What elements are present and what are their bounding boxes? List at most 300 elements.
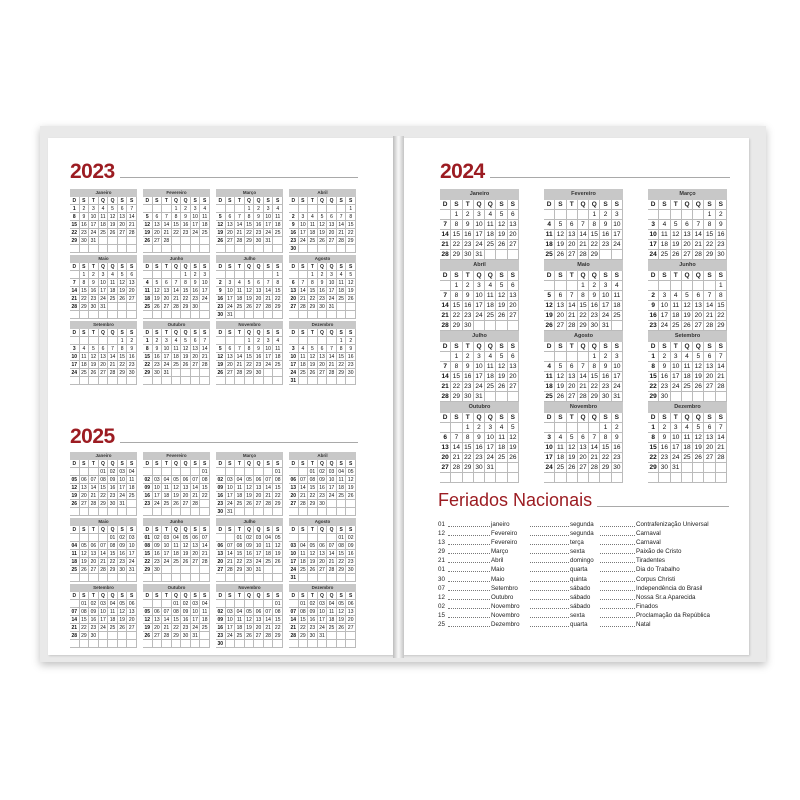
day-cell: 27 — [80, 500, 90, 508]
day-cell: 12 — [337, 608, 347, 616]
day-cell: 8 — [172, 213, 182, 221]
day-cell: 12 — [70, 484, 80, 492]
weekday-header: T — [235, 197, 245, 205]
day-cell — [299, 205, 309, 213]
day-cell: 30 — [289, 245, 299, 253]
holiday-row — [438, 602, 730, 611]
day-cell: 20 — [153, 229, 163, 237]
day-cell: 1 — [337, 337, 347, 345]
day-cell: 09 — [118, 542, 128, 550]
day-cell: 10 — [612, 362, 623, 372]
day-cell: 1 — [648, 423, 659, 433]
day-cell — [162, 508, 172, 516]
day-cell: 11 — [273, 345, 283, 353]
holiday-month: Novembro — [491, 611, 520, 619]
day-cell: 26 — [245, 632, 255, 640]
dotted-leader — [448, 535, 490, 536]
day-cell — [162, 205, 172, 213]
weekday-header: T — [162, 197, 172, 205]
day-cell — [346, 311, 356, 319]
day-cell: 27 — [254, 500, 264, 508]
month-abril — [440, 260, 519, 341]
day-cell: 01 — [299, 600, 309, 608]
day-cell: 28 — [578, 392, 589, 402]
day-cell: 25 — [671, 321, 682, 331]
day-cell — [578, 473, 589, 483]
day-cell: 25 — [327, 624, 337, 632]
holiday-name: Tiradentes — [636, 557, 666, 565]
day-cell: 28 — [704, 321, 715, 331]
day-cell — [567, 281, 578, 291]
weekday-header: D — [216, 263, 226, 271]
day-cell — [153, 205, 163, 213]
weekday-header: S — [600, 413, 611, 423]
day-cell — [143, 271, 153, 279]
day-cell: 27 — [346, 624, 356, 632]
day-cell: 27 — [127, 295, 137, 303]
day-cell: 27 — [153, 237, 163, 245]
day-cell: 16 — [143, 492, 153, 500]
day-cell — [226, 600, 236, 608]
holiday-weekday: sexta — [570, 611, 585, 619]
day-cell: 03 — [99, 600, 109, 608]
day-cell: 7 — [172, 279, 182, 287]
day-cell: 29 — [308, 303, 318, 311]
day-cell: 10 — [289, 353, 299, 361]
day-cell — [659, 281, 670, 291]
day-cell — [273, 640, 283, 648]
day-cell: 10 — [89, 213, 99, 221]
day-cell: 4 — [485, 352, 496, 362]
day-cell: 12 — [346, 279, 356, 287]
day-cell: 1 — [589, 352, 600, 362]
weekday-header: Q — [99, 460, 109, 468]
day-cell — [127, 377, 137, 385]
day-cell — [346, 640, 356, 648]
day-cell — [108, 640, 118, 648]
day-cell: 18 — [612, 301, 623, 311]
day-cell: 9 — [716, 220, 727, 230]
month-name: Abril — [289, 189, 356, 197]
day-cell: 1 — [716, 281, 727, 291]
day-cell: 23 — [153, 558, 163, 566]
day-cell — [508, 463, 519, 473]
day-cell: 19 — [108, 221, 118, 229]
day-cell: 14 — [716, 362, 727, 372]
day-cell — [118, 377, 128, 385]
day-cell: 13 — [254, 484, 264, 492]
dotted-leader — [448, 599, 490, 600]
day-cell: 15 — [704, 230, 715, 240]
day-cell: 23 — [612, 453, 623, 463]
day-cell — [245, 468, 255, 476]
weekday-header: T — [308, 592, 318, 600]
month-março — [648, 189, 727, 270]
weekday-header: D — [289, 592, 299, 600]
day-cell: 27 — [555, 321, 566, 331]
day-cell: 06 — [191, 534, 201, 542]
day-cell — [659, 473, 670, 483]
day-cell — [318, 508, 328, 516]
day-cell: 25 — [200, 624, 210, 632]
day-cell: 5 — [555, 220, 566, 230]
day-cell: 31 — [191, 632, 201, 640]
weekday-header: T — [162, 329, 172, 337]
day-cell: 17 — [99, 616, 109, 624]
day-cell: 12 — [181, 345, 191, 353]
day-cell: 09 — [245, 542, 255, 550]
day-cell: 07 — [162, 608, 172, 616]
day-cell: 3 — [671, 423, 682, 433]
holiday-row — [438, 538, 730, 547]
weekday-header: S — [555, 200, 566, 210]
day-cell: 8 — [245, 345, 255, 353]
day-cell: 6 — [162, 279, 172, 287]
weekday-header: T — [463, 342, 474, 352]
day-cell: 24 — [612, 240, 623, 250]
day-cell — [235, 337, 245, 345]
day-cell: 6 — [567, 220, 578, 230]
day-cell — [327, 245, 337, 253]
day-cell: 22 — [451, 240, 462, 250]
dotted-leader — [448, 571, 490, 572]
day-cell: 17 — [612, 372, 623, 382]
day-cell — [704, 463, 715, 473]
day-cell: 20 — [693, 311, 704, 321]
weekday-header: T — [308, 526, 318, 534]
day-cell — [578, 352, 589, 362]
day-cell: 9 — [181, 213, 191, 221]
dotted-leader — [448, 608, 490, 609]
dotted-leader — [530, 590, 569, 591]
day-cell: 6 — [118, 205, 128, 213]
day-cell: 4 — [299, 345, 309, 353]
day-cell: 8 — [308, 279, 318, 287]
weekday-header: Q — [318, 263, 328, 271]
day-cell: 04 — [299, 542, 309, 550]
day-cell: 1 — [578, 281, 589, 291]
weekday-header: T — [671, 342, 682, 352]
day-cell: 06 — [127, 600, 137, 608]
weekday-header: T — [235, 592, 245, 600]
day-cell — [143, 640, 153, 648]
day-cell — [346, 574, 356, 582]
day-cell: 16 — [318, 484, 328, 492]
day-cell: 03 — [289, 542, 299, 550]
weekday-header: S — [451, 200, 462, 210]
day-cell: 23 — [600, 382, 611, 392]
month-fevereiro — [544, 189, 623, 270]
month-name: Junho — [143, 255, 210, 263]
day-cell: 17 — [162, 353, 172, 361]
day-cell: 29 — [70, 237, 80, 245]
day-cell — [99, 640, 109, 648]
day-cell — [264, 377, 274, 385]
day-cell: 20 — [216, 558, 226, 566]
weekday-header: T — [235, 526, 245, 534]
weekday-header: S — [153, 263, 163, 271]
day-cell: 18 — [659, 240, 670, 250]
day-cell: 8 — [245, 213, 255, 221]
day-cell — [273, 508, 283, 516]
day-cell: 18 — [162, 492, 172, 500]
holiday-name: Finados — [636, 602, 659, 610]
holiday-weekday: quarta — [570, 621, 588, 629]
day-cell: 16 — [346, 353, 356, 361]
month-grid — [216, 197, 283, 253]
day-cell: 26 — [118, 624, 128, 632]
weekday-header: Q — [589, 413, 600, 423]
day-cell: 19 — [181, 353, 191, 361]
day-cell: 12 — [273, 542, 283, 550]
day-cell: 08 — [273, 476, 283, 484]
day-cell: 20 — [289, 295, 299, 303]
day-cell: 15 — [181, 287, 191, 295]
day-cell: 09 — [181, 608, 191, 616]
weekday-header: T — [162, 592, 172, 600]
day-cell: 03 — [327, 468, 337, 476]
weekday-header: S — [200, 526, 210, 534]
day-cell: 21 — [162, 624, 172, 632]
day-cell: 11 — [671, 301, 682, 311]
day-cell — [567, 423, 578, 433]
day-cell: 21 — [162, 229, 172, 237]
day-cell: 19 — [308, 558, 318, 566]
day-cell: 01 — [273, 468, 283, 476]
day-cell: 26 — [80, 566, 90, 574]
weekday-header: S — [555, 342, 566, 352]
weekday-header: S — [118, 592, 128, 600]
day-cell — [693, 281, 704, 291]
holiday-name: Natal — [636, 621, 651, 629]
day-cell: 26 — [308, 369, 318, 377]
day-cell: 15 — [451, 372, 462, 382]
day-cell: 6 — [682, 220, 693, 230]
holiday-row — [438, 529, 730, 538]
day-cell: 19 — [693, 443, 704, 453]
day-cell: 7 — [589, 433, 600, 443]
day-cell: 24 — [70, 369, 80, 377]
month-grid — [289, 329, 356, 385]
day-cell: 29 — [273, 500, 283, 508]
day-cell: 7 — [70, 279, 80, 287]
day-cell: 19 — [544, 311, 555, 321]
day-cell: 13 — [191, 542, 201, 550]
day-cell — [99, 534, 109, 542]
day-cell: 28 — [451, 463, 462, 473]
day-cell: 29 — [589, 250, 600, 260]
day-cell: 04 — [235, 476, 245, 484]
day-cell: 23 — [318, 492, 328, 500]
weekday-header: S — [127, 460, 137, 468]
day-cell: 15 — [716, 301, 727, 311]
day-cell: 14 — [704, 301, 715, 311]
day-cell: 30 — [463, 250, 474, 260]
day-cell: 13 — [254, 287, 264, 295]
day-cell: 26 — [693, 382, 704, 392]
day-cell: 2 — [254, 205, 264, 213]
day-cell: 1 — [589, 210, 600, 220]
dotted-leader — [600, 626, 635, 627]
day-cell: 21 — [70, 295, 80, 303]
day-cell: 12 — [143, 616, 153, 624]
day-cell: 24 — [600, 311, 611, 321]
day-cell: 19 — [245, 295, 255, 303]
day-cell: 12 — [181, 542, 191, 550]
day-cell: 18 — [485, 230, 496, 240]
day-cell: 18 — [671, 311, 682, 321]
holiday-month: Maio — [491, 575, 505, 583]
day-cell — [264, 566, 274, 574]
day-cell: 13 — [318, 353, 328, 361]
day-cell: 29 — [337, 369, 347, 377]
day-cell: 21 — [108, 361, 118, 369]
day-cell — [172, 369, 182, 377]
weekday-header: T — [671, 413, 682, 423]
day-cell: 06 — [181, 476, 191, 484]
day-cell: 12 — [318, 221, 328, 229]
day-cell: 19 — [693, 372, 704, 382]
day-cell: 12 — [508, 433, 519, 443]
day-cell: 1 — [172, 205, 182, 213]
day-cell — [80, 377, 90, 385]
day-cell — [567, 210, 578, 220]
day-cell: 02 — [318, 468, 328, 476]
day-cell: 11 — [337, 476, 347, 484]
day-cell: 24 — [153, 500, 163, 508]
day-cell — [485, 473, 496, 483]
weekday-header: Q — [589, 271, 600, 281]
month-novembro — [216, 584, 283, 648]
day-cell — [440, 423, 451, 433]
day-cell — [682, 473, 693, 483]
day-cell: 25 — [485, 240, 496, 250]
day-cell: 14 — [589, 443, 600, 453]
day-cell — [299, 337, 309, 345]
day-cell: 17 — [671, 372, 682, 382]
day-cell — [600, 473, 611, 483]
day-cell: 8 — [716, 291, 727, 301]
day-cell: 23 — [600, 240, 611, 250]
day-cell: 9 — [80, 213, 90, 221]
holiday-name: Paixão de Cristo — [636, 548, 682, 556]
weekday-header: T — [567, 413, 578, 423]
day-cell — [264, 600, 274, 608]
day-cell: 27 — [216, 566, 226, 574]
day-cell: 19 — [153, 295, 163, 303]
day-cell: 8 — [337, 345, 347, 353]
day-cell: 3 — [162, 337, 172, 345]
day-cell: 06 — [254, 608, 264, 616]
weekday-header: S — [226, 197, 236, 205]
day-cell: 27 — [682, 250, 693, 260]
day-cell — [474, 321, 485, 331]
day-cell — [567, 352, 578, 362]
day-cell: 11 — [70, 550, 80, 558]
weekday-header: Q — [99, 329, 109, 337]
day-cell — [337, 500, 347, 508]
day-cell: 06 — [89, 542, 99, 550]
holiday-day: 01 — [438, 521, 445, 528]
dotted-leader — [448, 626, 490, 627]
day-cell: 04 — [235, 608, 245, 616]
month-name: Setembro — [70, 584, 137, 592]
day-cell — [451, 473, 462, 483]
day-cell: 30 — [612, 463, 623, 473]
day-cell: 27 — [153, 632, 163, 640]
weekday-header: S — [299, 460, 309, 468]
holiday-name: Carnaval — [636, 539, 661, 547]
day-cell: 21 — [578, 240, 589, 250]
holiday-day: 30 — [438, 575, 445, 583]
day-cell: 11 — [143, 287, 153, 295]
year-title: 2023 — [70, 160, 115, 183]
day-cell — [181, 245, 191, 253]
day-cell: 14 — [172, 287, 182, 295]
day-cell: 4 — [200, 205, 210, 213]
day-cell: 10 — [474, 291, 485, 301]
day-cell: 2 — [600, 352, 611, 362]
weekday-header: Q — [485, 200, 496, 210]
day-cell — [235, 468, 245, 476]
day-cell: 25 — [544, 392, 555, 402]
day-cell: 16 — [89, 287, 99, 295]
day-cell: 25 — [612, 311, 623, 321]
weekday-header: S — [264, 592, 274, 600]
day-cell: 9 — [89, 279, 99, 287]
day-cell: 23 — [254, 361, 264, 369]
weekday-header: S — [153, 592, 163, 600]
day-cell: 30 — [318, 303, 328, 311]
weekday-header: S — [118, 197, 128, 205]
day-cell: 22 — [235, 558, 245, 566]
weekday-header: S — [346, 592, 356, 600]
weekday-header: Q — [108, 263, 118, 271]
day-cell — [327, 377, 337, 385]
day-cell: 4 — [143, 279, 153, 287]
day-cell: 20 — [181, 492, 191, 500]
weekday-header: Q — [589, 200, 600, 210]
weekday-header: S — [118, 329, 128, 337]
day-cell: 15 — [118, 353, 128, 361]
day-cell: 19 — [143, 229, 153, 237]
day-cell: 4 — [485, 210, 496, 220]
day-cell: 16 — [612, 443, 623, 453]
day-cell — [567, 473, 578, 483]
day-cell: 15 — [235, 550, 245, 558]
day-cell — [200, 311, 210, 319]
day-cell: 13 — [508, 362, 519, 372]
day-cell: 14 — [337, 221, 347, 229]
day-cell — [327, 337, 337, 345]
day-cell: 31 — [264, 237, 274, 245]
day-cell: 10 — [544, 443, 555, 453]
month-abril — [289, 189, 356, 253]
day-cell: 25 — [70, 566, 80, 574]
day-cell: 03 — [191, 600, 201, 608]
day-cell: 17 — [226, 492, 236, 500]
day-cell: 10 — [264, 213, 274, 221]
day-cell — [181, 311, 191, 319]
day-cell: 17 — [659, 311, 670, 321]
day-cell: 11 — [612, 291, 623, 301]
weekday-header: T — [89, 592, 99, 600]
day-cell — [346, 377, 356, 385]
day-cell: 5 — [89, 345, 99, 353]
dotted-leader — [600, 581, 635, 582]
day-cell: 24 — [99, 624, 109, 632]
day-cell: 5 — [693, 352, 704, 362]
